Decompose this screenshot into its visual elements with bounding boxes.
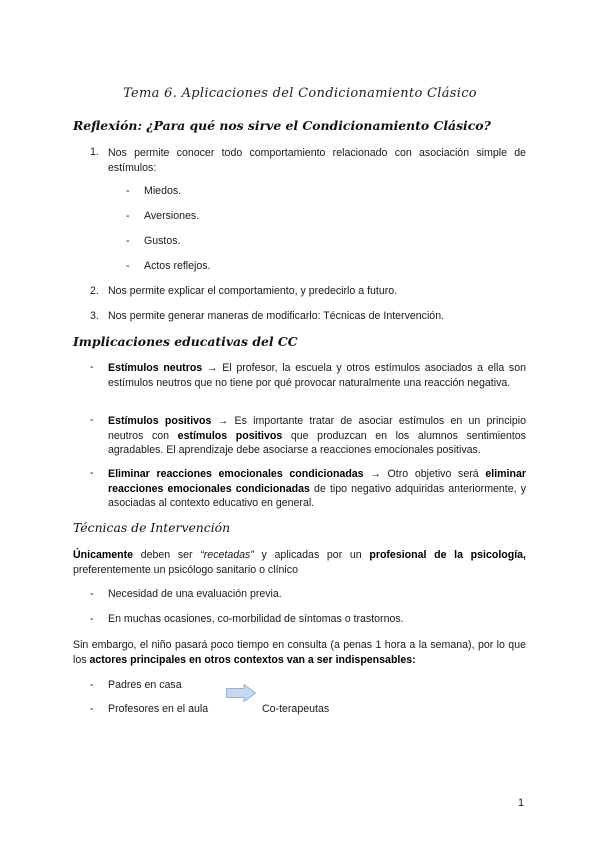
subitem-aversiones: Aversiones. (144, 210, 200, 222)
bold-term: profesional de la psicología, (369, 549, 526, 561)
paragraph-text: preferentemente un psicólogo sanitario o clínico (73, 563, 298, 576)
sub-dash: - (126, 185, 130, 197)
paragraph-text: deben ser (133, 549, 201, 561)
sub-dash: - (126, 260, 130, 272)
subitem-gustos: Gustos. (144, 235, 181, 247)
bullet-dash: - (90, 588, 94, 600)
right-arrow-icon (226, 684, 256, 702)
implicacion-neutros (108, 361, 526, 390)
list-number: 1. (90, 146, 99, 158)
paragraph-text: Sin embargo, el niño pasará poco tiempo en consulta (a penas 1 hora a la semana), por lo que los (73, 639, 526, 666)
implicacion-eliminar (108, 467, 526, 511)
implicacion-text: → Otro objetivo será (363, 468, 486, 480)
bold-term: actores principales en otros contextos van a ser indispensables: (89, 653, 416, 666)
bold-term: Estímulos neutros (108, 362, 203, 374)
subitem-miedos: Miedos. (144, 185, 182, 197)
implicacion-text: de tipo negativo adquiridas anteriormente, y asociadas al contexto educativo en general. (108, 482, 526, 510)
reflexion-item-3: Nos permite generar maneras de modificarlo: Técnicas de Intervención. (108, 310, 445, 322)
bold-term: Únicamente (73, 549, 134, 561)
bullet-dash: - (90, 361, 94, 373)
actor-padres: Padres en casa (108, 679, 182, 691)
bold-term: Estímulos positivos (108, 415, 212, 427)
actor-profesores: Profesores en el aula (108, 703, 209, 715)
tecnicas-paragraph-2 (73, 638, 526, 667)
bold-term: eliminar reacciones emocionales condicionadas (108, 468, 526, 495)
page-title: Tema 6. Aplicaciones del Condicionamiento Clásico (123, 86, 477, 101)
page-number: 1 (518, 797, 525, 809)
implicacion-text: que produzcan en los alumnos sentimientos agradables. El aprendizaje debe asociarse a reacciones emocionales positivas. (108, 429, 526, 457)
subitem-actos-reflejos: Actos reflejos. (144, 260, 211, 272)
bullet-dash: - (90, 703, 94, 715)
bullet-dash: - (90, 679, 94, 691)
bullet-dash: - (90, 613, 94, 625)
implicaciones-heading: Implicaciones educativas del CC (73, 334, 298, 349)
sub-dash: - (126, 235, 130, 247)
tecnicas-bullet-comorbilidad: En muchas ocasiones, co-morbilidad de síntomas o trastornos. (108, 613, 404, 625)
italic-term: “recetadas” (200, 549, 254, 561)
reflexion-item-1: Nos permite conocer todo comportamiento relacionado con asociación simple de estímulos: (108, 147, 526, 174)
co-terapeutas-label: Co-terapeutas (262, 703, 330, 715)
bullet-dash: - (90, 467, 94, 479)
implicacion-text: → Es importante tratar de asociar estímulos en un principio neutros con (108, 415, 526, 442)
reflexion-item-2: Nos permite explicar el comportamiento, y predecirlo a futuro. (108, 285, 398, 297)
list-number: 2. (90, 285, 99, 297)
implicacion-positivos (108, 414, 526, 458)
list-number: 3. (90, 310, 99, 322)
implicacion-text: → El profesor, la escuela y otros estímulos asociados a ella son estímulos neutros que no tiene por qué provocar naturalmente una reacción negativa. (108, 362, 526, 389)
bold-term: estímulos positivos (177, 429, 283, 442)
paragraph-text: y aplicadas por un (253, 549, 370, 561)
tecnicas-paragraph-1 (73, 548, 526, 577)
bold-term: Eliminar reacciones emocionales condicionadas (108, 468, 364, 480)
tecnicas-bullet-evaluacion: Necesidad de una evaluación previa. (108, 588, 282, 600)
sub-dash: - (126, 210, 130, 222)
reflexion-heading: Reflexión: ¿Para qué nos sirve el Condicionamiento Clásico? (73, 118, 491, 133)
tecnicas-heading: Técnicas de Intervención (73, 520, 231, 535)
bullet-dash: - (90, 414, 94, 426)
